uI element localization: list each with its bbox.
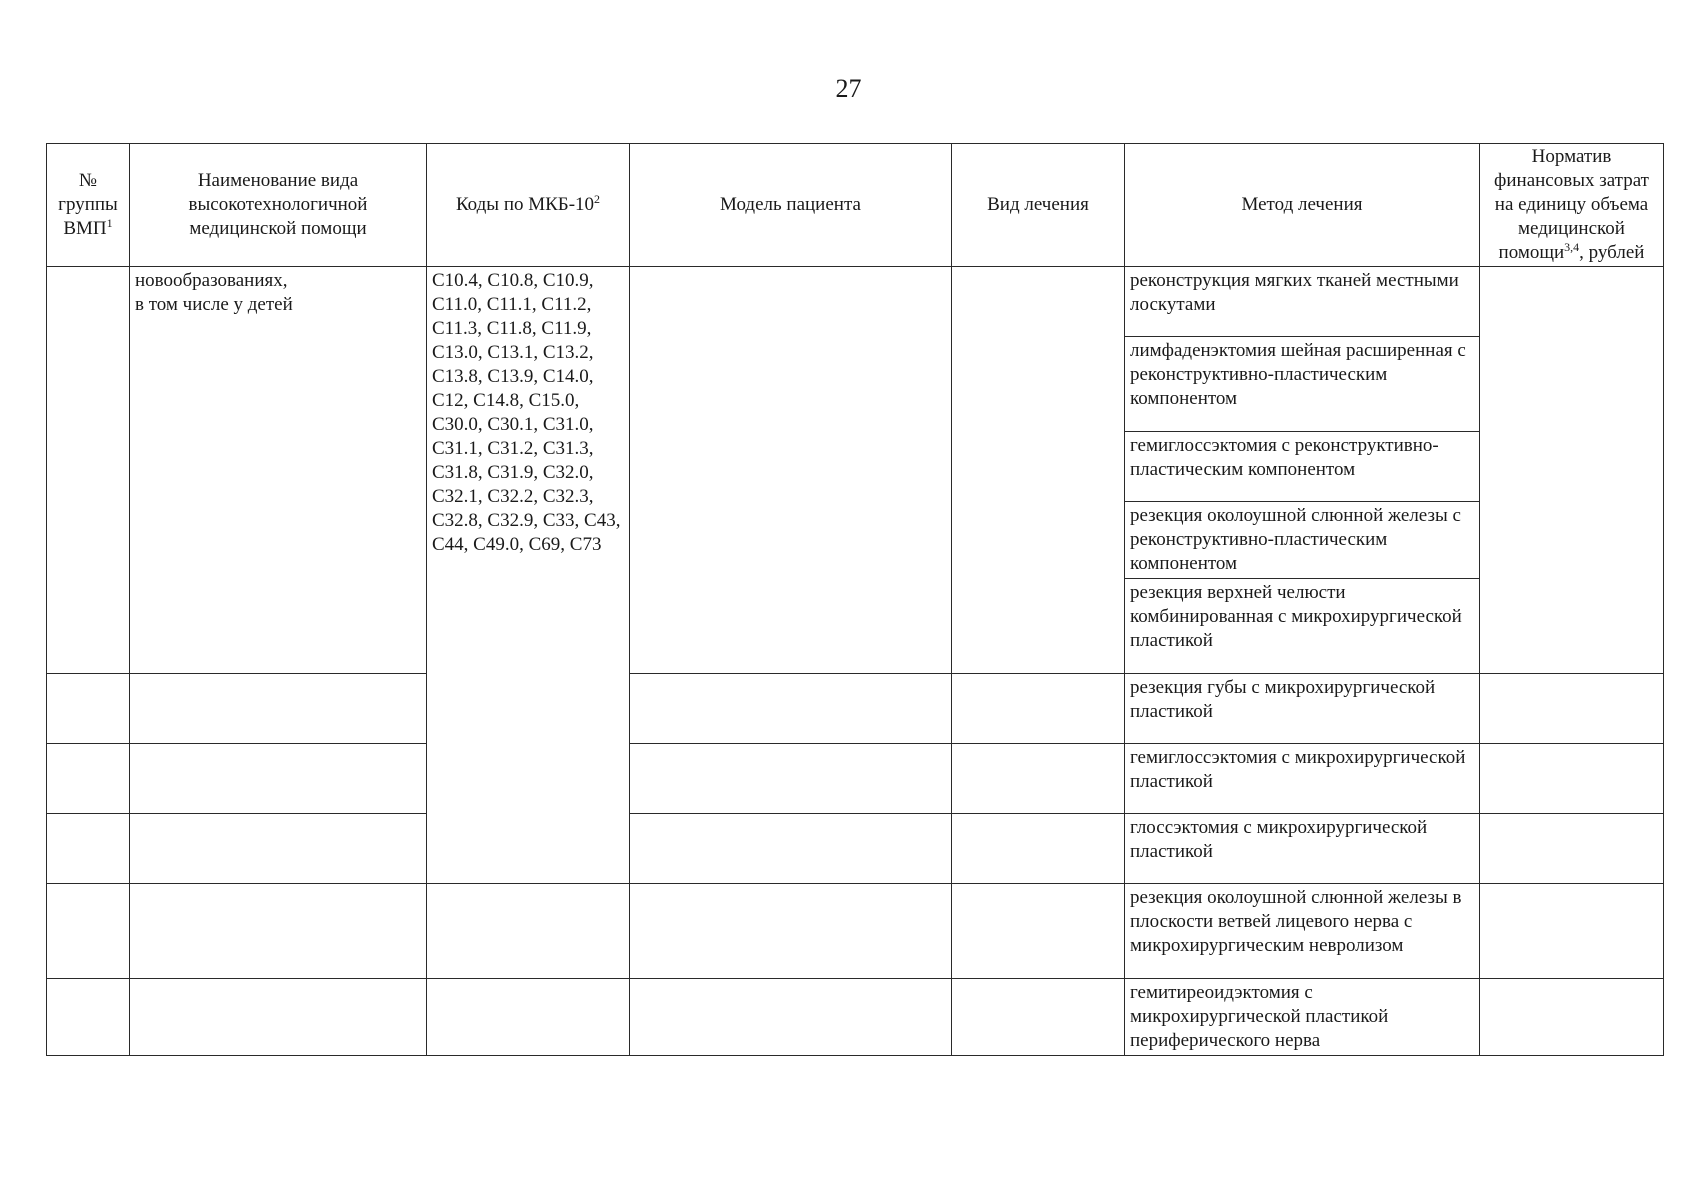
icd-codes-cell <box>427 979 630 1056</box>
cost-norm-cell <box>1480 267 1664 674</box>
header-patient-model: Модель пациента <box>630 144 952 267</box>
method-cell: реконструкция мягких тканей местными лоскутами <box>1125 267 1480 337</box>
header-cost-norm-footnote: 3,4 <box>1564 240 1580 254</box>
method-cell: резекция околоушной слюнной железы с реконструктивно-пластическим компонентом <box>1125 502 1480 579</box>
treatment-type-cell <box>952 814 1125 884</box>
method-cell: резекция губы с микрохирургической пластикой <box>1125 674 1480 744</box>
treatment-type-cell <box>952 884 1125 979</box>
group-number-cell <box>47 979 130 1056</box>
group-number-cell <box>47 884 130 979</box>
service-name-cell: новообразованиях, в том числе у детей <box>130 267 427 674</box>
header-cost-norm-text: Норматив финансовых затрат на единицу объема медицинской помощи <box>1494 146 1649 263</box>
service-name-cell <box>130 979 427 1056</box>
header-service-name: Наименование вида высокотехнологичной медицинской помощи <box>130 144 427 267</box>
header-cost-norm <box>1480 144 1664 267</box>
treatment-type-cell <box>952 674 1125 744</box>
header-treatment-method: Метод лечения <box>1125 144 1480 267</box>
service-name-cell <box>130 744 427 814</box>
service-name-cell <box>130 674 427 744</box>
method-cell: резекция околоушной слюнной железы в плоскости ветвей лицевого нерва с микрохирургическим невролизом <box>1125 884 1480 979</box>
table-header-row <box>47 144 1664 267</box>
method-cell: лимфаденэктомия шейная расширенная с реконструктивно-пластическим компонентом <box>1125 337 1480 432</box>
group-number-cell <box>47 674 130 744</box>
vmp-table <box>46 143 1664 1056</box>
table-row <box>47 744 1664 814</box>
cost-norm-cell <box>1480 979 1664 1056</box>
patient-model-cell <box>630 884 952 979</box>
service-name-cell <box>130 814 427 884</box>
cost-norm-cell <box>1480 884 1664 979</box>
treatment-type-cell <box>952 979 1125 1056</box>
header-group-footnote: 1 <box>106 216 113 230</box>
treatment-type-cell <box>952 744 1125 814</box>
method-cell: гемитиреоидэктомия с микрохирургической пластикой периферического нерва <box>1125 979 1480 1056</box>
group-number-cell <box>47 744 130 814</box>
method-cell: гемиглоссэктомия с реконструктивно-пластическим компонентом <box>1125 432 1480 502</box>
icd-codes-cell <box>427 884 630 979</box>
patient-model-cell <box>630 814 952 884</box>
header-icd-codes <box>427 144 630 267</box>
method-cell: глоссэктомия с микрохирургической пластикой <box>1125 814 1480 884</box>
patient-model-cell <box>630 674 952 744</box>
table-row <box>47 884 1664 979</box>
treatment-type-cell <box>952 267 1125 674</box>
table-row <box>47 814 1664 884</box>
header-icd-codes-footnote: 2 <box>594 192 601 206</box>
table-row <box>47 979 1664 1056</box>
method-cell: гемиглоссэктомия с микрохирургической пластикой <box>1125 744 1480 814</box>
header-icd-codes-text: Коды по МКБ-10 <box>455 194 595 215</box>
header-group-number <box>47 144 130 267</box>
header-cost-norm-suffix: , рублей <box>1579 242 1645 263</box>
header-group-number-text: № группы ВМП <box>58 170 118 239</box>
header-treatment-type: Вид лечения <box>952 144 1125 267</box>
group-number-cell <box>47 267 130 674</box>
cost-norm-cell <box>1480 744 1664 814</box>
patient-model-cell <box>630 267 952 674</box>
patient-model-cell <box>630 979 952 1056</box>
page-number: 27 <box>835 74 862 103</box>
group-number-cell <box>47 814 130 884</box>
service-name-cell <box>130 884 427 979</box>
table-row <box>47 674 1664 744</box>
patient-model-cell <box>630 744 952 814</box>
table-row <box>47 267 1664 337</box>
icd-codes-cell: C10.4, C10.8, C10.9, C11.0, C11.1, C11.2, C11.3, C11.8, C11.9, C13.0, C13.1, C13.2, C13.8, C13.9, C14.0, C12, C14.8, C15.0, C30.0, C30.1, C31.0, C31.1, C31.2, C31.3, C31.8, C31.9, C32.0, C32.1, C32.2, C32.3, C32.8, C32.9, C33, C43, C44, C49.0, C69, C73 <box>427 267 630 884</box>
method-cell: резекция верхней челюсти комбинированная с микрохирургической пластикой <box>1125 579 1480 674</box>
cost-norm-cell <box>1480 814 1664 884</box>
cost-norm-cell <box>1480 674 1664 744</box>
